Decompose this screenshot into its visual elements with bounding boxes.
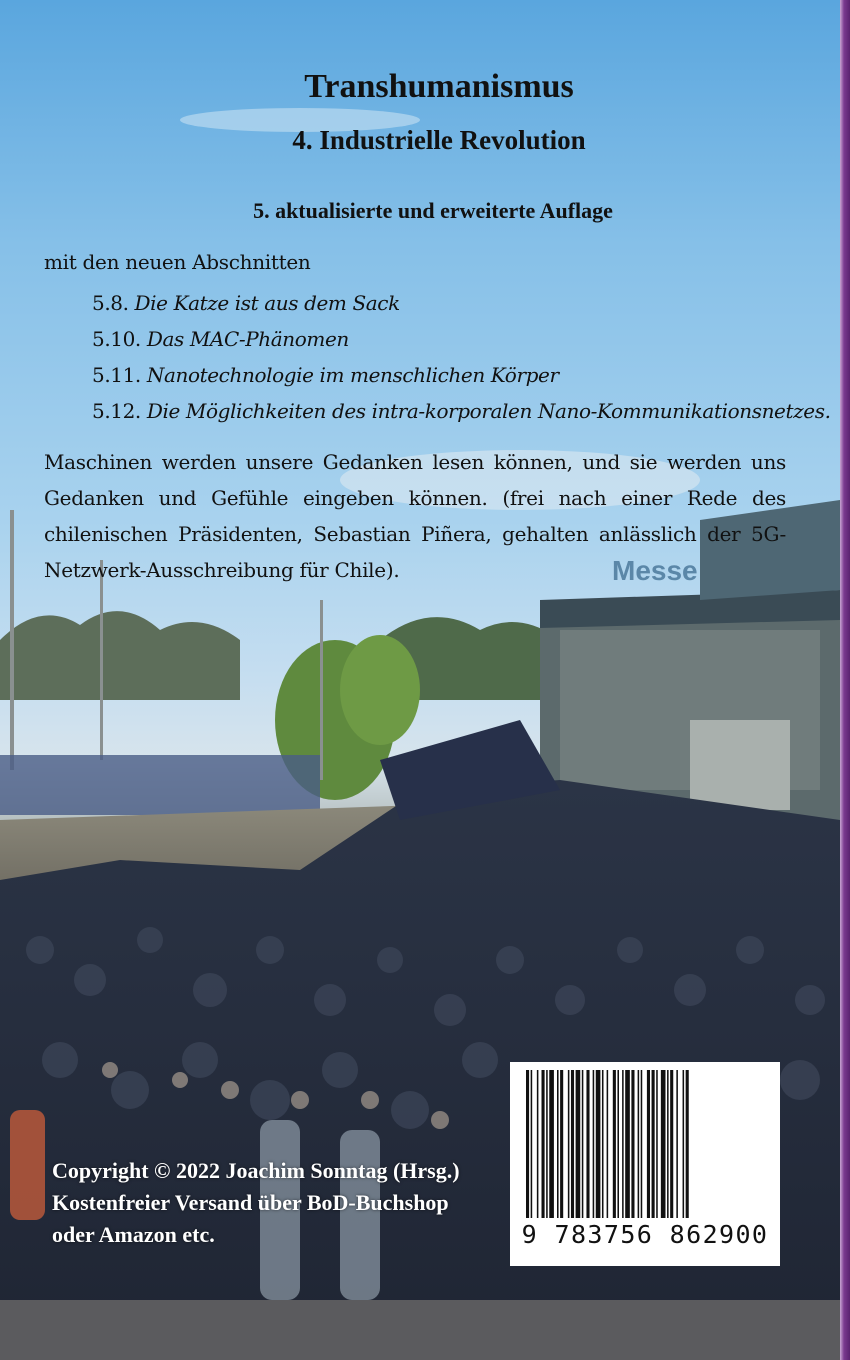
section-title: Nanotechnologie im menschlichen Körper bbox=[146, 363, 559, 387]
section-item bbox=[92, 287, 831, 323]
barcode-bar bbox=[686, 1070, 689, 1218]
spine-edge bbox=[840, 0, 850, 1360]
barcode-bar bbox=[546, 1070, 548, 1218]
new-sections-list bbox=[92, 287, 831, 431]
section-item bbox=[92, 323, 831, 359]
barcode-bar bbox=[568, 1070, 570, 1218]
barcode-bars bbox=[526, 1070, 764, 1218]
isbn-digits: 9 783756 862900 bbox=[521, 1220, 769, 1249]
cover-text-block bbox=[0, 0, 850, 600]
barcode-bar bbox=[656, 1070, 658, 1218]
barcode-bar bbox=[667, 1070, 669, 1218]
barcode-bar bbox=[641, 1070, 643, 1218]
barcode-bar bbox=[676, 1070, 678, 1218]
barcode-bar bbox=[586, 1070, 589, 1218]
sections-intro: mit den neuen Abschnitten bbox=[44, 250, 311, 274]
barcode-bar bbox=[607, 1070, 609, 1218]
barcode-bar bbox=[582, 1070, 584, 1218]
section-number: 5.11. bbox=[92, 363, 141, 387]
barcode-bar bbox=[571, 1070, 574, 1218]
barcode-bar bbox=[596, 1070, 601, 1218]
shipping-line: Kostenfreier Versand über BoD-Buchshop bbox=[52, 1190, 449, 1215]
barcode-bar bbox=[631, 1070, 634, 1218]
barcode-bar bbox=[531, 1070, 533, 1218]
section-number: 5.10. bbox=[92, 327, 141, 351]
barcode-bar bbox=[652, 1070, 655, 1218]
retailer-line: oder Amazon etc. bbox=[52, 1222, 215, 1247]
barcode-bar bbox=[617, 1070, 619, 1218]
quote-paragraph: Maschinen werden unsere Gedanken lesen können, und sie werden uns Gedanken und Gefühle eingeben können. (frei nach einer Rede des chilenischen Präsidenten, Sebastian Piñera, gehalten anlässlich der 5G-Netzwerk-Ausschreibung für Chile). bbox=[44, 450, 786, 582]
barcode-bar bbox=[683, 1070, 685, 1218]
book-title: Transhumanismus bbox=[304, 68, 574, 105]
section-title: Die Möglichkeiten des intra-korporalen Nano-Kommunikationsnetzes. bbox=[146, 399, 831, 423]
copyright-line: Copyright © 2022 Joachim Sonntag (Hrsg.) bbox=[52, 1158, 460, 1183]
barcode-bar bbox=[661, 1070, 666, 1218]
barcode-bar bbox=[593, 1070, 595, 1218]
barcode-bar bbox=[560, 1070, 563, 1218]
barcode-bar bbox=[670, 1070, 673, 1218]
barcode-bar bbox=[602, 1070, 604, 1218]
barcode-bar bbox=[647, 1070, 650, 1218]
section-number: 5.12. bbox=[92, 399, 141, 423]
section-item bbox=[92, 359, 831, 395]
barcode-bar bbox=[625, 1070, 630, 1218]
barcode-bar bbox=[526, 1070, 529, 1218]
barcode-bar bbox=[537, 1070, 539, 1218]
barcode-bar bbox=[542, 1070, 545, 1218]
book-subtitle: 4. Industrielle Revolution bbox=[292, 125, 586, 155]
barcode-bar bbox=[576, 1070, 581, 1218]
section-title: Das MAC-Phänomen bbox=[146, 327, 349, 351]
barcode-bar bbox=[622, 1070, 624, 1218]
barcode-bar bbox=[557, 1070, 559, 1218]
edition-note: 5. aktualisierte und erweiterte Auflage bbox=[253, 198, 613, 223]
copyright-notice bbox=[52, 1155, 460, 1251]
isbn-barcode bbox=[510, 1062, 780, 1266]
barcode-bar bbox=[638, 1070, 640, 1218]
section-item bbox=[92, 395, 831, 431]
barcode-bar bbox=[613, 1070, 616, 1218]
barcode-bar bbox=[549, 1070, 554, 1218]
building-sign: Messe bbox=[612, 555, 698, 586]
section-title: Die Katze ist aus dem Sack bbox=[134, 291, 400, 315]
section-number: 5.8. bbox=[92, 291, 129, 315]
